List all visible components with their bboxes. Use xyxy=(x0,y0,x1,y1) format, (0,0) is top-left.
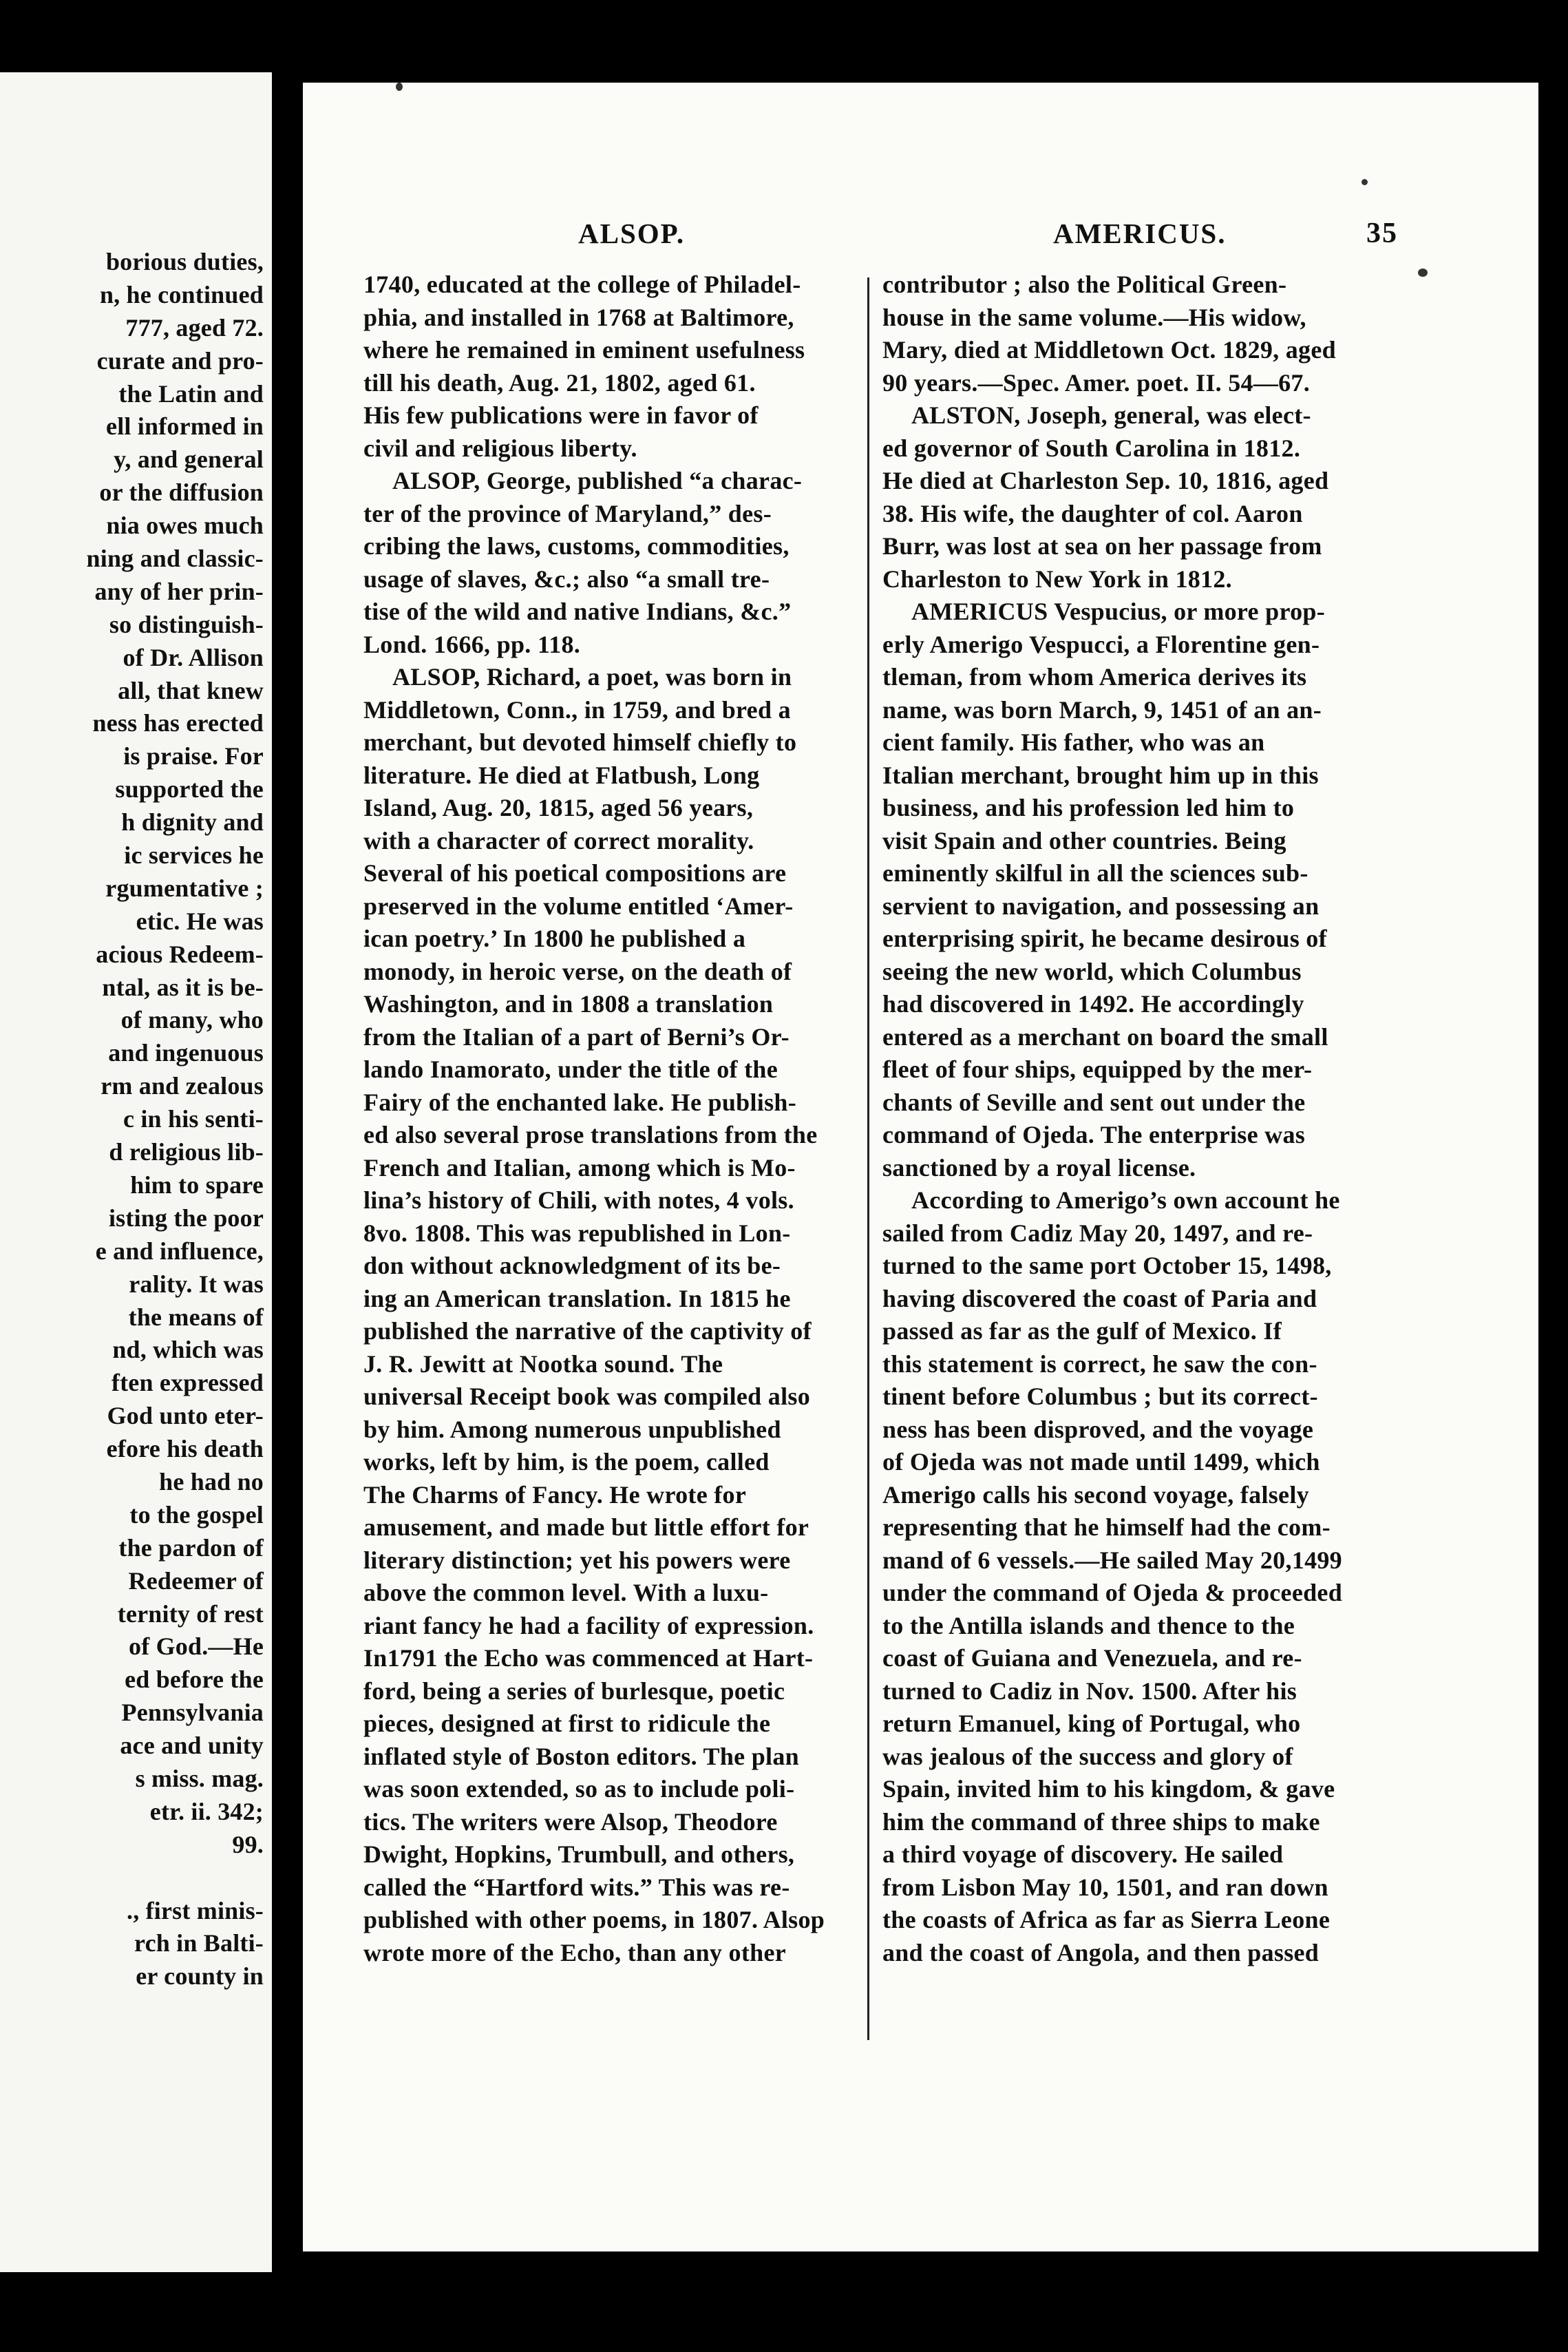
text-line: civil and religious liberty. xyxy=(363,434,637,462)
text-line: Pennsylvania xyxy=(121,1699,264,1727)
text-line: literature. He died at Flatbush, Long xyxy=(363,761,760,789)
text-line: He died at Charleston Sep. 10, 1816, aged xyxy=(882,467,1329,494)
text-line: isting the poor xyxy=(108,1204,264,1232)
text-line: Middletown, Conn., in 1759, and bred a xyxy=(363,695,791,724)
text-line: he had no xyxy=(159,1467,264,1495)
text-line: etic. He was xyxy=(136,907,264,935)
text-line: fleet of four ships, equipped by the mer- xyxy=(882,1056,1313,1083)
text-line: tleman, from whom America derives its xyxy=(882,663,1307,691)
text-line: house in the same volume.—His widow, xyxy=(882,303,1306,331)
running-head-right: AMERICUS. xyxy=(1053,218,1227,249)
text-line: is praise. For xyxy=(123,742,264,770)
text-line: tics. The writers were Alsop, Theodore xyxy=(363,1807,778,1836)
text-line: y, and general xyxy=(114,445,264,474)
text-line: lando Inamorato, under the title of the xyxy=(363,1056,778,1083)
text-line: J. R. Jewitt at Nootka sound. The xyxy=(363,1350,723,1378)
text-line: pieces, designed at first to ridicule the xyxy=(363,1710,771,1737)
text-line: return Emanuel, king of Portugal, who xyxy=(882,1710,1301,1737)
text-line: 99. xyxy=(232,1830,264,1858)
text-line: nia owes much xyxy=(106,512,264,540)
text-line: to the gospel xyxy=(129,1500,264,1529)
column-rule xyxy=(867,277,869,2040)
text-line: inflated style of Boston editors. The plan xyxy=(363,1742,799,1770)
text-line: usage of slaves, &c.; also “a small tre- xyxy=(363,565,770,593)
text-line: of many, who xyxy=(120,1006,264,1034)
text-line: eminently skilful in all the sciences sub- xyxy=(882,859,1309,887)
text-line: preserved in the volume entitled ‘Amer- xyxy=(363,892,794,920)
text-line: so distinguish- xyxy=(109,610,264,638)
text-line: Lond. 1666, pp. 118. xyxy=(363,630,581,658)
text-line: lina’s history of Chili, with notes, 4 vols. xyxy=(363,1186,794,1214)
text-line: ed governor of South Carolina in 1812. xyxy=(882,434,1301,462)
text-line: and ingenuous xyxy=(108,1039,264,1067)
text-line: ing an American translation. In 1815 he xyxy=(363,1284,791,1312)
text-line: s miss. mag. xyxy=(135,1764,264,1792)
text-line: Amerigo calls his second voyage, falsely xyxy=(882,1480,1309,1509)
text-line: or the diffusion xyxy=(99,479,264,507)
text-line: cient family. His father, who was an xyxy=(882,728,1265,756)
text-line: erly Amerigo Vespucci, a Florentine gen- xyxy=(882,630,1320,658)
text-line: Redeemer of xyxy=(128,1566,264,1595)
text-line: 8vo. 1808. This was republished in Lon- xyxy=(363,1219,791,1247)
book-page xyxy=(303,83,1538,2251)
text-line: published the narrative of the captivity of xyxy=(363,1317,812,1345)
text-line: ell informed in xyxy=(106,412,264,441)
text-line: rgumentative ; xyxy=(105,874,264,902)
text-line: Island, Aug. 20, 1815, aged 56 years, xyxy=(363,794,754,821)
text-line: etr. ii. 342; xyxy=(149,1797,264,1825)
text-line: ed also several prose translations from the xyxy=(363,1121,818,1148)
text-line: efore his death xyxy=(106,1435,264,1463)
text-line: with a character of correct morality. xyxy=(363,826,754,854)
text-line: cribing the laws, customs, commodities, xyxy=(363,532,790,560)
text-line: ALSOP, George, published “a charac- xyxy=(392,467,803,494)
text-line: works, left by him, is the poem, called xyxy=(363,1448,770,1476)
text-line: from Lisbon May 10, 1501, and ran down xyxy=(882,1873,1328,1901)
text-line: him the command of three ships to make xyxy=(882,1807,1320,1836)
text-line: ic services he xyxy=(124,841,264,870)
text-line: and the coast of Angola, and then passed xyxy=(882,1938,1320,1966)
text-line: ed before the xyxy=(125,1666,264,1694)
text-line: command of Ojeda. The enterprise was xyxy=(882,1121,1306,1148)
text-line: nd, which was xyxy=(112,1336,264,1364)
text-line: ness has been disproved, and the voyage xyxy=(882,1415,1314,1443)
text-line: sanctioned by a royal license. xyxy=(882,1153,1196,1182)
text-line: had discovered in 1492. He accordingly xyxy=(882,990,1304,1018)
text-line: by him. Among numerous unpublished xyxy=(363,1415,781,1443)
text-line: Several of his poetical compositions are xyxy=(363,859,787,887)
text-line: ican poetry.’ In 1800 he published a xyxy=(363,925,746,952)
text-line: tinent before Columbus ; but its correct- xyxy=(882,1383,1318,1410)
text-line: contributor ; also the Political Green- xyxy=(882,271,1287,298)
text-line: amusement, and made but little effort for xyxy=(363,1513,809,1541)
text-line: of Dr. Allison xyxy=(123,643,264,671)
text-line: the means of xyxy=(128,1303,264,1331)
text-line: Charleston to New York in 1812. xyxy=(882,565,1232,593)
text-line: d religious lib- xyxy=(109,1138,264,1166)
text-line: rch in Balti- xyxy=(134,1929,264,1957)
text-line: Fairy of the enchanted lake. He publish- xyxy=(363,1088,797,1116)
text-line: any of her prin- xyxy=(94,577,264,605)
text-line: called the “Hartford wits.” This was re- xyxy=(363,1873,790,1901)
text-line: name, was born March, 9, 1451 of an an- xyxy=(882,695,1322,724)
text-line: ace and unity xyxy=(120,1732,264,1760)
ink-speck xyxy=(396,83,403,91)
text-line: merchant, but devoted himself chiefly to xyxy=(363,728,797,756)
text-line: borious duties, xyxy=(105,248,264,275)
text-line: rm and zealous xyxy=(100,1072,264,1100)
text-line: Mary, died at Middletown Oct. 1829, aged xyxy=(882,336,1336,364)
text-line: till his death, Aug. 21, 1802, aged 61. xyxy=(363,368,756,397)
previous-page-fragment xyxy=(0,72,272,2272)
text-line: a third voyage of discovery. He sailed xyxy=(882,1840,1284,1868)
text-line: h dignity and xyxy=(121,808,264,837)
text-line: ness has erected xyxy=(92,709,264,737)
text-line: ntal, as it is be- xyxy=(102,973,264,1001)
ink-speck xyxy=(1418,269,1428,277)
text-line: sailed from Cadiz May 20, 1497, and re- xyxy=(882,1219,1313,1247)
text-line: chants of Seville and sent out under the xyxy=(882,1088,1306,1116)
text-line: passed as far as the gulf of Mexico. If xyxy=(882,1317,1282,1345)
text-line xyxy=(2,1862,264,1895)
text-line: turned to Cadiz in Nov. 1500. After his xyxy=(882,1677,1297,1705)
text-line: 1740, educated at the college of Philadel- xyxy=(363,271,801,298)
text-line: ALSTON, Joseph, general, was elect- xyxy=(911,401,1311,429)
text-line: ften expressed xyxy=(111,1369,264,1397)
text-line: His few publications were in favor of xyxy=(363,401,759,429)
page-gutter xyxy=(272,55,305,2300)
text-column-right xyxy=(882,269,1385,1969)
text-line: supported the xyxy=(115,775,264,804)
text-line: Spain, invited him to his kingdom, & gave xyxy=(882,1775,1335,1803)
text-line: literary distinction; yet his powers were xyxy=(363,1546,791,1574)
text-line: n, he continued xyxy=(99,280,264,308)
text-line: published with other poems, in 1807. Alsop xyxy=(363,1906,825,1933)
text-line: French and Italian, among which is Mo- xyxy=(363,1153,796,1182)
text-line: coast of Guiana and Venezuela, and re- xyxy=(882,1644,1302,1672)
text-line: above the common level. With a luxu- xyxy=(363,1579,769,1606)
text-line: seeing the new world, which Columbus xyxy=(882,957,1302,985)
text-line: the pardon of xyxy=(118,1533,264,1562)
text-line: this statement is correct, he saw the con- xyxy=(882,1350,1317,1378)
text-line: e and influence, xyxy=(95,1237,264,1265)
text-line: where he remained in eminent usefulness xyxy=(363,336,805,364)
text-line: er county in xyxy=(136,1962,264,1991)
text-column-left xyxy=(363,269,866,1969)
text-line: was soon extended, so as to include poli- xyxy=(363,1775,795,1803)
text-line: was jealous of the success and glory of xyxy=(882,1742,1293,1770)
text-line: AMERICUS Vespucius, or more prop- xyxy=(911,598,1325,625)
text-line: business, and his profession led him to xyxy=(882,794,1295,821)
text-line: 777, aged 72. xyxy=(125,313,264,342)
text-line: Burr, was lost at sea on her passage from xyxy=(882,532,1322,560)
text-line: to the Antilla islands and thence to the xyxy=(882,1611,1295,1639)
text-line: 38. His wife, the daughter of col. Aaron xyxy=(882,499,1303,527)
text-line: representing that he himself had the com- xyxy=(882,1513,1331,1541)
text-line: The Charms of Fancy. He wrote for xyxy=(363,1480,747,1509)
text-line: ford, being a series of burlesque, poetic xyxy=(363,1677,785,1705)
text-line: from the Italian of a part of Berni’s Or- xyxy=(363,1022,790,1051)
previous-page-text xyxy=(2,246,264,1993)
text-line: riant fancy he had a facility of expression. xyxy=(363,1611,814,1639)
text-line: him to spare xyxy=(130,1170,264,1199)
text-line: don without acknowledgment of its be- xyxy=(363,1252,781,1279)
text-line: visit Spain and other countries. Being xyxy=(882,826,1286,854)
text-line: the Latin and xyxy=(118,379,264,408)
text-line: ter of the province of Maryland,” des- xyxy=(363,499,772,527)
text-line: of God.—He xyxy=(129,1632,264,1661)
text-line: of Ojeda was not made until 1499, which xyxy=(882,1448,1320,1476)
text-line: entered as a merchant on board the small xyxy=(882,1022,1328,1051)
text-line: all, that knew xyxy=(118,676,264,704)
text-line: Dwight, Hopkins, Trumbull, and others, xyxy=(363,1840,795,1868)
text-line: under the command of Ojeda & proceeded xyxy=(882,1579,1343,1606)
text-line: servient to navigation, and possessing an xyxy=(882,892,1320,920)
text-line: ternity of rest xyxy=(117,1599,264,1628)
text-line: ALSOP, Richard, a poet, was born in xyxy=(392,663,792,691)
text-line: God unto eter- xyxy=(107,1402,264,1430)
text-line: tise of the wild and native Indians, &c.” xyxy=(363,598,792,625)
text-line: acious Redeem- xyxy=(96,940,264,968)
text-line: wrote more of the Echo, than any other xyxy=(363,1938,786,1966)
text-line: enterprising spirit, he became desirous of xyxy=(882,925,1327,952)
text-line: universal Receipt book was compiled also xyxy=(363,1383,811,1410)
text-line: ., first minis- xyxy=(127,1896,264,1924)
text-line: mand of 6 vessels.—He sailed May 20,1499 xyxy=(882,1546,1342,1574)
running-head-left: ALSOP. xyxy=(578,218,686,249)
text-line: 90 years.—Spec. Amer. poet. II. 54—67. xyxy=(882,368,1311,397)
text-line: monody, in heroic verse, on the death of xyxy=(363,957,792,985)
text-line: having discovered the coast of Paria and xyxy=(882,1284,1317,1312)
page-number: 35 xyxy=(1366,218,1398,249)
text-line: According to Amerigo’s own account he xyxy=(911,1186,1340,1214)
text-line: the coasts of Africa as far as Sierra Leone xyxy=(882,1906,1331,1933)
text-line: In1791 the Echo was commenced at Hart- xyxy=(363,1644,814,1672)
text-line: ning and classic- xyxy=(86,545,264,573)
text-line: c in his senti- xyxy=(123,1105,264,1133)
text-line: rality. It was xyxy=(129,1270,264,1298)
text-line: turned to the same port October 15, 1498, xyxy=(882,1252,1332,1279)
ink-speck xyxy=(1362,179,1368,185)
text-line: curate and pro- xyxy=(96,346,264,375)
text-line: Washington, and in 1808 a translation xyxy=(363,990,774,1018)
text-line: Italian merchant, brought him up in this xyxy=(882,761,1319,789)
text-line: phia, and installed in 1768 at Baltimore, xyxy=(363,303,794,331)
